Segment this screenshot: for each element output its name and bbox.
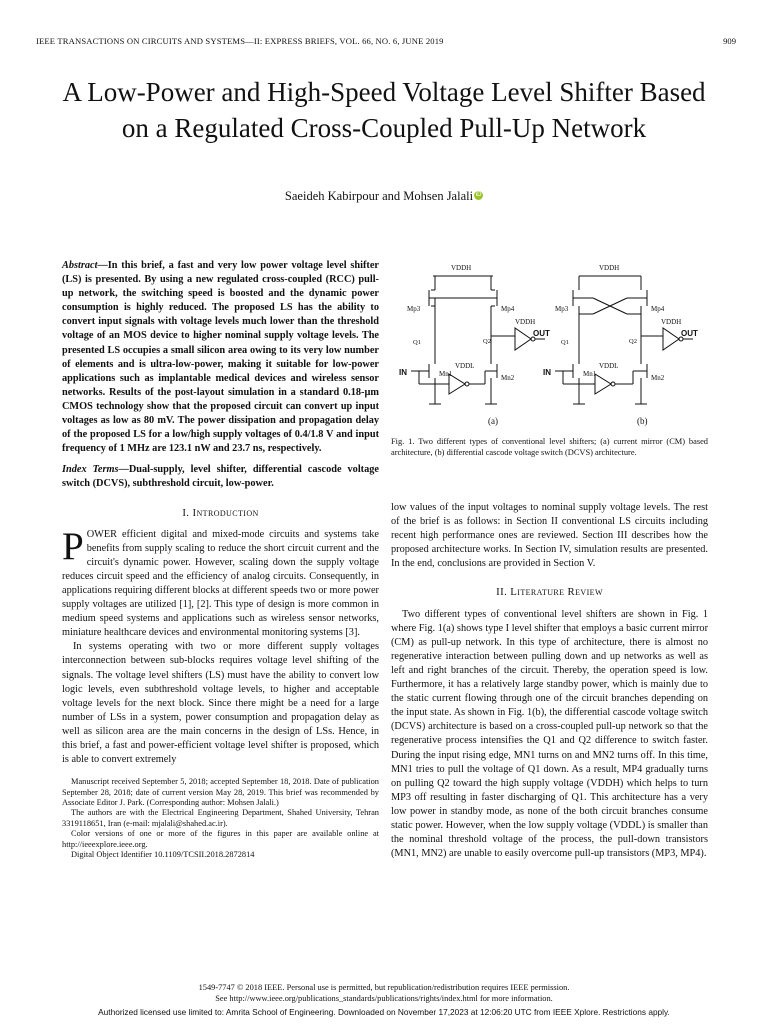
index-terms-label: Index Terms xyxy=(62,464,119,476)
right-column xyxy=(391,501,708,861)
figure-1-circuit-diagrams xyxy=(393,256,713,432)
abstract-label: Abstract xyxy=(62,260,98,271)
mp4-label-b: Mp4 xyxy=(651,305,665,313)
authors: Saeideh Kabirpour and Mohsen Jalali xyxy=(284,189,474,203)
intro-paragraph-2: In systems operating with two or more different supply voltages interconnection between sub-blocks requires voltage level shifting of the signals. The voltage level shifters (LS) must have the ability to convert low logic levels, even subthreshold voltage levels, to higher and acceptable voltage levels for the next block. Since there might be a need for a large number of LSs in a system, power consumption and propagation delay as well as silicon area are the main concerns in the design of LSs. Hence, in this brief, a fast and power-efficient voltage level shifter is proposed, which is able to convert extremely xyxy=(62,641,379,766)
circuit-a-label: (a) xyxy=(488,416,498,426)
intro-paragraph-1 xyxy=(62,524,379,641)
mp3-label-b: Mp3 xyxy=(555,305,569,313)
figure-1-caption: Fig. 1. Two different types of conventional level shifters; (a) current mirror (CM) based architecture, (b) differential cascode voltage switch (DCVS) architecture. xyxy=(391,437,708,457)
out-label-b: OUT xyxy=(681,329,698,338)
mn1-label-b: Mn1 xyxy=(583,370,597,378)
q1-label-b: Q1 xyxy=(561,339,569,346)
author-line xyxy=(0,189,768,204)
footnote-color-figures: Color versions of one or more of the figures in this paper are available online at http://ieeexplore.ieee.org. xyxy=(62,829,379,849)
out-label-a: OUT xyxy=(533,329,550,338)
mn2-label-a: Mn2 xyxy=(501,374,515,382)
literature-paragraph-1: Two different types of conventional level shifters are shown in Fig. 1 where Fig. 1(a) shows type I level shifter that employs a basic current mirror (CM) as pull-up network. In this type of architecture, there is almost no regenerative interaction between pulling down and up networks as well as left and right branches of the circuit. Thereby, the operation speed is low. Furthermore, it has a relatively large standby power, which is mainly due to the static current flowing through one of the circuit branches depending on the input state. As shown in Fig. 1(b), the differential cascode voltage switch (DCVS) architecture is based on a cross-coupled pull-up network so that the regenerative process intensifies the Q1 and Q2 difference to switch faster. During the input rising edge, MN1 turns on and MN2 turns off. In this time, MN1 tries to pull the voltage of Q1 down. As a result, MP4 gradually turns on pulling Q2 toward the high supply voltage (VDDH) which helps to turn MP3 off resulting in faster discharging of Q1. This architecture has a very low power in standby mode, as none of the both circuit branches consume static power. However, when the low supply voltage (VDDL) is smaller than the nominal threshold voltage of the process, the pull-down transistors (MN1, MN2) are unable to easily overcome pull-up transistors (MP3, MP4). xyxy=(391,608,708,860)
section-heading-literature-review: II. Literature Review xyxy=(496,586,603,599)
circuit-b-label: (b) xyxy=(637,416,648,426)
running-header: IEEE TRANSACTIONS ON CIRCUITS AND SYSTEMS—II: EXPRESS BRIEFS, VOL. 66, NO. 6, JUNE 2019 xyxy=(36,36,444,46)
intro-paragraph-continued: low values of the input voltages to nominal supply voltage levels. The rest of the brief is as follows: in Section II conventional LS circuits including recent high performance ones are reviewed. Section III describes how the proposed architecture works. In Section IV, simulation results are presented. In the end, conclusions are provided in Section V. xyxy=(391,502,708,570)
section-heading-introduction: I. Introduction xyxy=(182,506,259,519)
copyright-notice xyxy=(0,982,768,1004)
copyright-line-1: 1549-7747 © 2018 IEEE. Personal use is permitted, but republication/redistribution requires IEEE permission. xyxy=(198,983,570,992)
q2-label-b: Q2 xyxy=(629,338,637,345)
footnote-affiliation: The authors are with the Electrical Engineering Department, Shahed University, Tehran 3319118651, Iran (e-mail: mjalali@shahed.ac.ir). xyxy=(62,808,379,828)
intro-paragraph-1-text: OWER efficient digital and mixed-mode circuits and systems take benefits from supply scaling to reduce the short circuit current and the circuit's dynamic power. However, scaling down the supply voltage reduces circuit speed and the efficiency of analog circuits. Consequently, in applications requiring different blocks at different speeds two or more power supply voltages are utilized [1], [2]. This type of design is more common in medium speed systems and applications such as wireless sensor networks, miniature healthcare devices and environmental monitoring systems [3]. xyxy=(62,528,379,639)
drop-cap: P xyxy=(62,524,84,568)
footnote-doi: Digital Object Identifier 10.1109/TCSII.2018.2872814 xyxy=(71,850,255,860)
mp3-label-a: Mp3 xyxy=(407,305,421,313)
vddh-label-b-out: VDDH xyxy=(661,318,682,326)
vddh-label-a: VDDH xyxy=(451,264,472,272)
page-number: 909 xyxy=(723,36,736,46)
vddl-label-a: VDDL xyxy=(455,362,475,370)
in-label-a: IN xyxy=(399,368,407,377)
circuit-b xyxy=(543,264,698,426)
q2-label-a: Q2 xyxy=(483,338,491,345)
q1-label-a: Q1 xyxy=(413,339,421,346)
mn1-label-a: Mn1 xyxy=(439,370,453,378)
abstract-text: —In this brief, a fast and very low power voltage level shifter (LS) is presented. By using a new regulated cross-coupled (RCC) pull-up network, the switching speed is boosted and the dynamic power consumption is highly reduced. The proposed LS has the ability to convert input signals with voltage levels much lower than the threshold voltage of an MOS device to higher nominal supply voltage levels. The presented LS occupies a small silicon area owing to its very low number of elements and is ultra-low-power, making it suitable for low-power applications such as implantable medical devices and wireless sensor networks. Results of the post-layout simulation in a standard 0.18-µm CMOS technology show that the proposed circuit can convert up input voltages as low as 80 mV. The power dissipation and propagation delay of the proposed LS for a low/high supply voltages of 0.4/1.8 V and input frequency of 1 MHz are 123.1 nW and 23.7 ns, respectively. xyxy=(62,260,379,455)
index-terms-text: —Dual-supply, level shifter, differential cascode voltage switch (DCVS), subthreshold circuit, low-power. xyxy=(62,464,379,490)
vddl-label-a-out: VDDH xyxy=(515,318,536,326)
circuit-a xyxy=(399,264,550,426)
vddh-label-b: VDDH xyxy=(599,264,620,272)
orcid-icon[interactable]: iD xyxy=(475,192,482,198)
footnotes xyxy=(62,777,379,860)
mp4-label-a: Mp4 xyxy=(501,305,515,313)
vddl-label-b: VDDL xyxy=(599,362,619,370)
paper-title: A Low-Power and High-Speed Voltage Level Shifter Based on a Regulated Cross-Coupled Pull-Up Network xyxy=(62,77,706,143)
license-notice: Authorized licensed use limited to: Amrita School of Engineering. Downloaded on November 17,2023 at 12:06:20 UTC from IEEE Xplore. Restrictions apply. xyxy=(98,1007,670,1017)
abstract xyxy=(62,259,379,456)
index-terms xyxy=(62,463,379,491)
footnote-manuscript: Manuscript received September 5, 2018; accepted September 18, 2018. Date of publication September 28, 2018; date of current version May 28, 2019. This brief was recommended by Associate Editor J. Park. (Corresponding author: Mohsen Jalali.) xyxy=(62,777,379,807)
mn2-label-b: Mn2 xyxy=(651,374,665,382)
in-label-b: IN xyxy=(543,368,551,377)
left-column xyxy=(62,259,379,860)
copyright-line-2: See http://www.ieee.org/publications_standards/publications/rights/index.html for more information. xyxy=(215,994,553,1003)
